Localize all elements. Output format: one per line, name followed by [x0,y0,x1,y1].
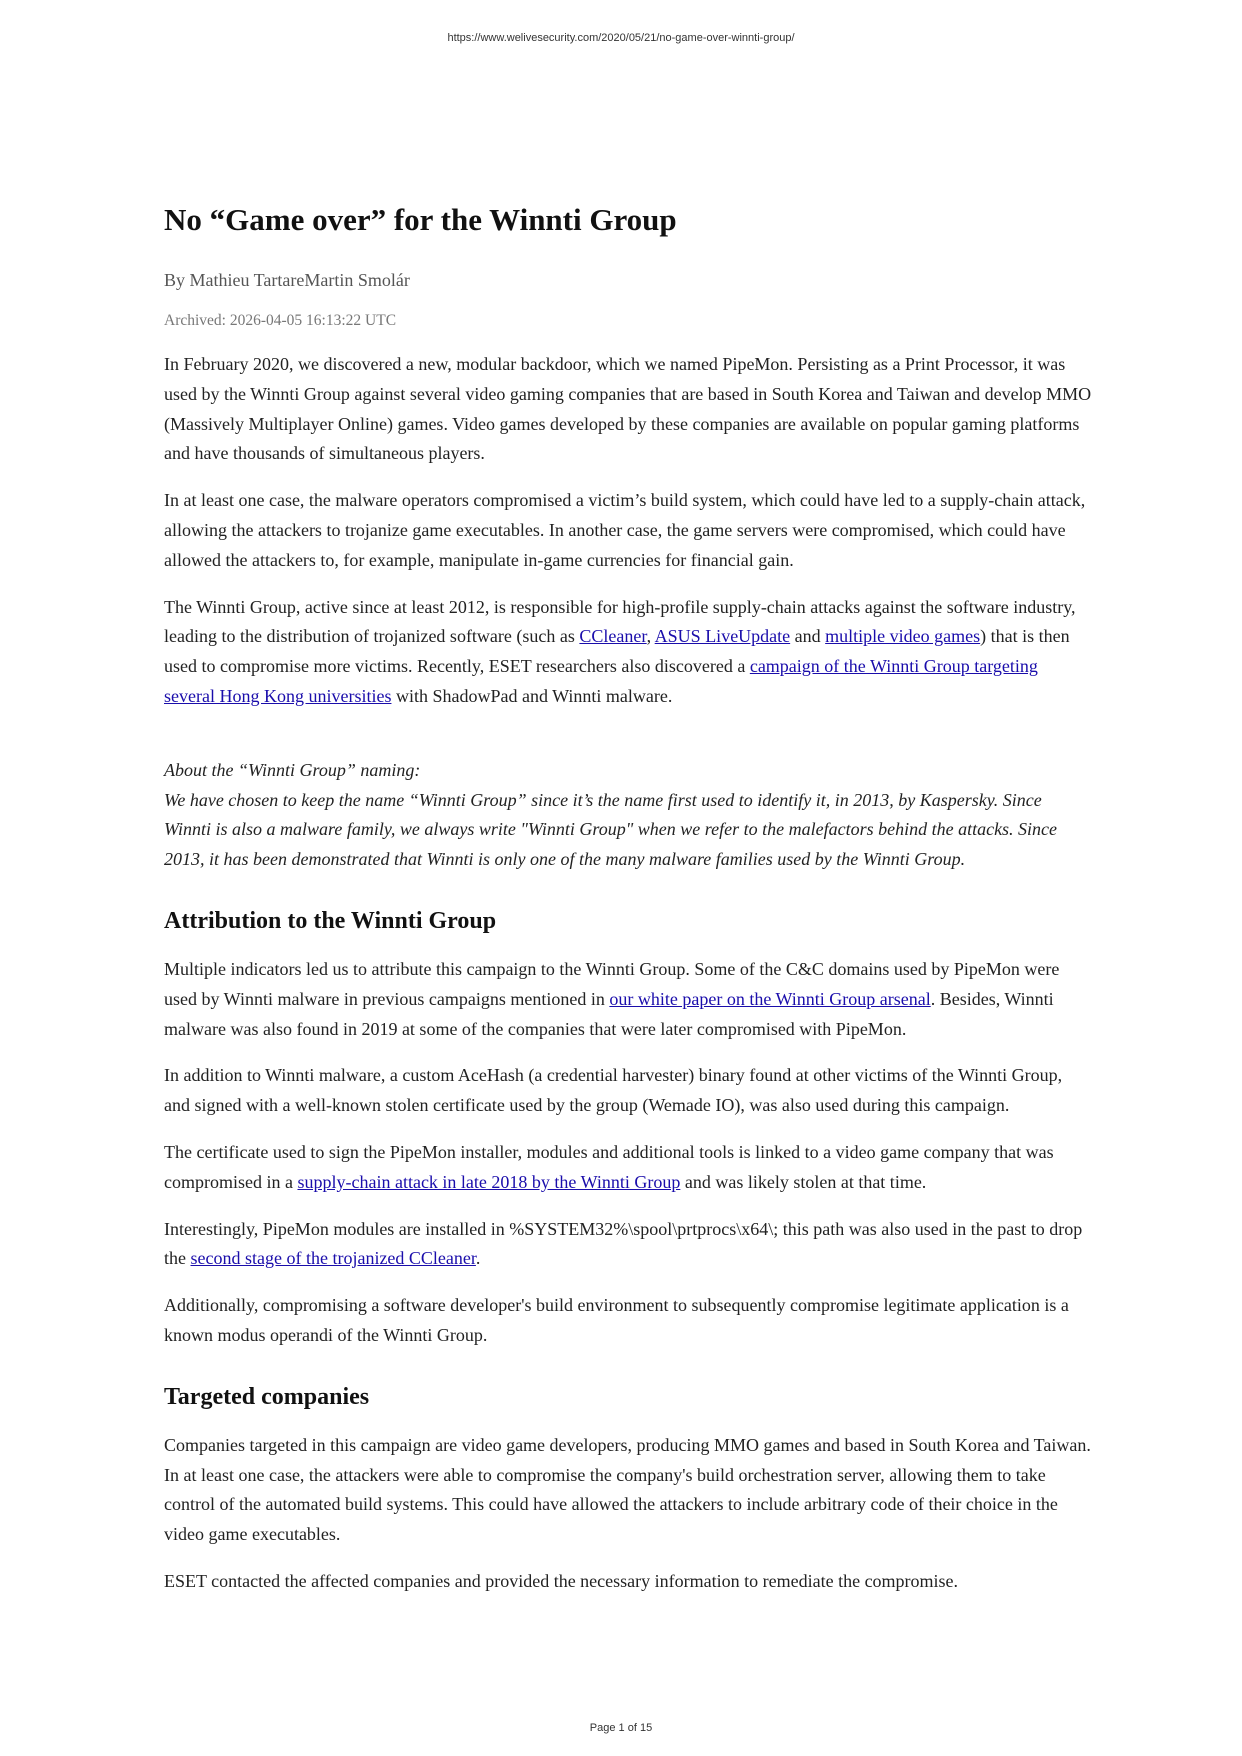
archived-timestamp: Archived: 2026-04-05 16:13:22 UTC [164,312,397,329]
note-title: About the “Winnti Group” naming: [164,759,421,780]
link-ccleaner[interactable]: CCleaner [579,626,647,647]
paragraph: In addition to Winnti malware, a custom AceHash (a credential harvester) binary found at other victims of the Winnti Group, and signed with a well-known stolen certificate used by the group (Wemade IO), was also used during this campaign. [164,1065,1063,1116]
paragraph [164,955,1092,1044]
paragraph: Additionally, compromising a software developer's build environment to subsequently compromise legitimate application is a known modus operandi of the Winnti Group. [164,1295,1069,1345]
source-url: https://www.welivesecurity.com/2020/05/21/no-game-over-winnti-group/ [447,32,795,44]
link-hk-universities-campaign[interactable]: campaign of the Winnti Group targeting several Hong Kong universities [164,656,1038,706]
article [164,200,1092,1614]
paragraph [164,593,1092,712]
note-body: We have chosen to keep the name “Winnti Group” since it’s the name first used to identify it, in 2013, by Kaspersky. Since Winnti is also a malware family, we always write "Winnti Group" when we refer to the malefactors behind the attacks. Since 2013, it has been demonstrated that Winnti is only one of the many malware families used by the Winnti Group. [164,789,1058,870]
text: . [475,1248,481,1269]
text: Multiple indicators led us to attribute this campaign to the Winnti Group. Some of the C&C domains used by PipeMon were used by Winnti malware in previous campaigns mentioned in [164,958,1060,1009]
link-supply-chain-2018[interactable]: supply-chain attack in late 2018 by the Winnti Group [297,1171,681,1192]
text: , [646,626,655,647]
paragraph: In February 2020, we discovered a new, modular backdoor, which we named PipeMon. Persisting as a Print Processor, it was used by the Winnti Group against several video gaming companies that are based in South Korea and Taiwan and develop MMO (Massively Multiplayer Online) games. Video games developed by these companies are available on popular gaming platforms and have thousands of simultaneous players. [164,354,1092,464]
paragraph: ESET contacted the affected companies and provided the necessary information to remediate the compromise. [164,1570,959,1591]
text: Interestingly, PipeMon modules are installed in %SYSTEM32%\spool\prtprocs\x64\; this path was also used in the past to drop the [164,1218,1083,1269]
link-asus-liveupdate[interactable]: ASUS LiveUpdate [654,626,791,647]
link-video-games[interactable]: multiple video games [825,626,981,647]
link-ccleaner-second-stage[interactable]: second stage of the trojanized CCleaner [190,1248,476,1269]
paragraph: In at least one case, the malware operators compromised a victim’s build system, which could have led to a supply-chain attack, allowing the attackers to trojanize game executables. In another case, the game servers were compromised, which could have allowed the attackers to, for example, manipulate in-game currencies for financial gain. [164,490,1086,570]
text: The certificate used to sign the PipeMon installer, modules and additional tools is linked to a video game company that was compromised in a [164,1141,1054,1192]
paragraph [164,1215,1092,1275]
text: The Winnti Group, active since at least 2012, is responsible for high-profile supply-chain attacks against the software industry, leading to the distribution of trojanized software (such as [164,596,1076,647]
section-heading-attribution: Attribution to the Winnti Group [164,907,497,934]
paragraph [164,1138,1092,1198]
link-white-paper[interactable]: our white paper on the Winnti Group arsenal [609,988,931,1009]
paragraph: Companies targeted in this campaign are video game developers, producing MMO games and based in South Korea and Taiwan. In at least one case, the attackers were able to compromise the company's build orchestration server, allowing them to take control of the automated build systems. This could have allowed the attackers to include arbitrary code of their choice in the video game executables. [164,1434,1091,1545]
text: with ShadowPad and Winnti malware. [391,685,673,706]
page-number: Page 1 of 15 [589,1722,653,1734]
byline: By Mathieu TartareMartin Smolár [164,270,410,290]
text: and [790,626,826,647]
text: . Besides, Winnti malware was also found in 2019 at some of the companies that were later compromised with PipeMon. [164,988,1054,1039]
article-title: No “Game over” for the Winnti Group [164,202,677,237]
text: and was likely stolen at that time. [680,1171,927,1192]
naming-note [164,756,1092,875]
section-heading-targeted: Targeted companies [164,1383,370,1410]
text: ) that is then used to compromise more victims. Recently, ESET researchers also discovered a [164,626,1070,677]
